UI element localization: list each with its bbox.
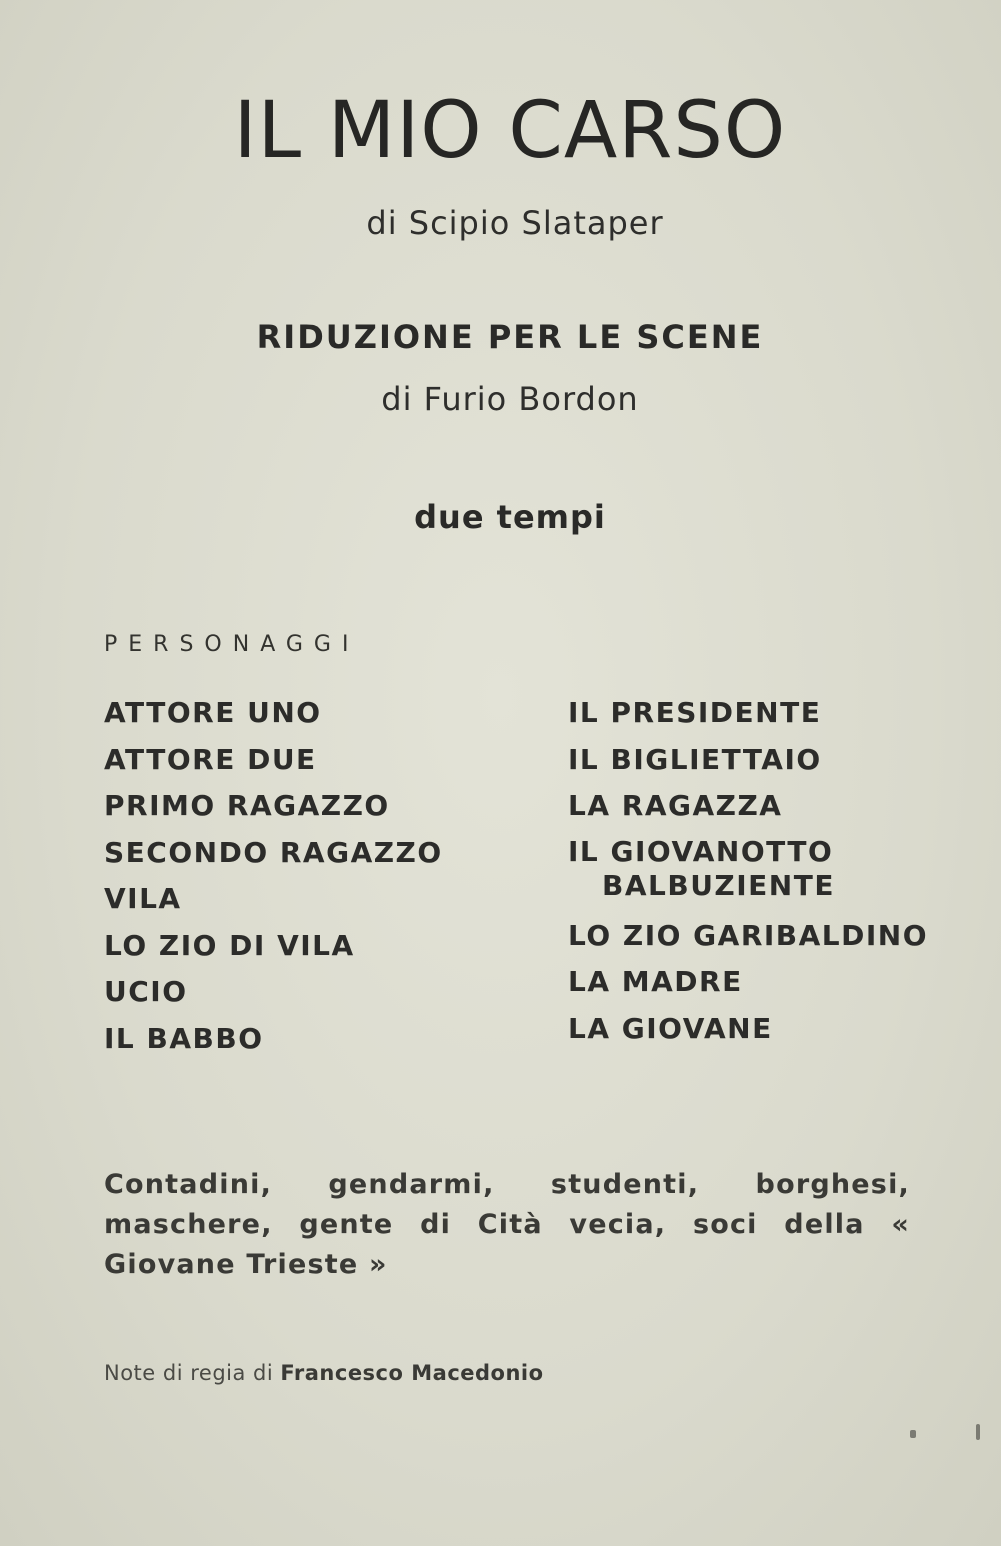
cast-item-line: IL GIOVANOTTO	[568, 834, 834, 868]
cast-heading: PERSONAGGI	[104, 632, 360, 657]
cast-list-right	[568, 695, 928, 1057]
cast-item: LA MADRE	[568, 965, 743, 998]
cast-item: PRIMO RAGAZZO	[104, 789, 390, 822]
cast-item: VILA	[104, 882, 182, 915]
extras-paragraph: Contadini, gendarmi, studenti, borghesi, maschere, gente di Cità vecia, soci della « Giovane Trieste »	[104, 1169, 910, 1280]
notes-prefix: Note di regia di	[104, 1361, 274, 1385]
cast-item: LA RAGAZZA	[568, 789, 783, 822]
cast-item-two-line	[568, 835, 928, 918]
print-mark	[910, 1430, 916, 1438]
cast-item: LO ZIO DI VILA	[104, 928, 355, 962]
direction-notes	[104, 1361, 544, 1385]
cast-item: ATTORE DUE	[104, 742, 317, 776]
cast-item: ATTORE UNO	[104, 696, 322, 729]
cast-list-left	[104, 695, 443, 1067]
cast-item-continuation: BALBUZIENTE	[602, 868, 835, 902]
director-name: Francesco Macedonio	[280, 1361, 544, 1385]
print-mark	[976, 1424, 980, 1440]
adapter-line: di Furio Bordon	[381, 380, 639, 418]
cast-item: LA GIOVANE	[568, 1011, 773, 1045]
cast-item: LO ZIO GARIBALDINO	[568, 918, 929, 952]
cast-item: UCIO	[104, 975, 188, 1008]
cast-item: IL PRESIDENTE	[568, 696, 822, 729]
cast-item: IL BABBO	[104, 1021, 264, 1055]
cast-item: IL BIGLIETTAIO	[568, 742, 822, 776]
acts-label: due tempi	[414, 498, 606, 536]
adaptation-heading: RIDUZIONE PER LE SCENE	[256, 318, 764, 356]
cast-item: SECONDO RAGAZZO	[104, 835, 443, 869]
author-line: di Scipio Slataper	[366, 204, 664, 242]
play-title: IL MIO CARSO	[233, 86, 787, 176]
